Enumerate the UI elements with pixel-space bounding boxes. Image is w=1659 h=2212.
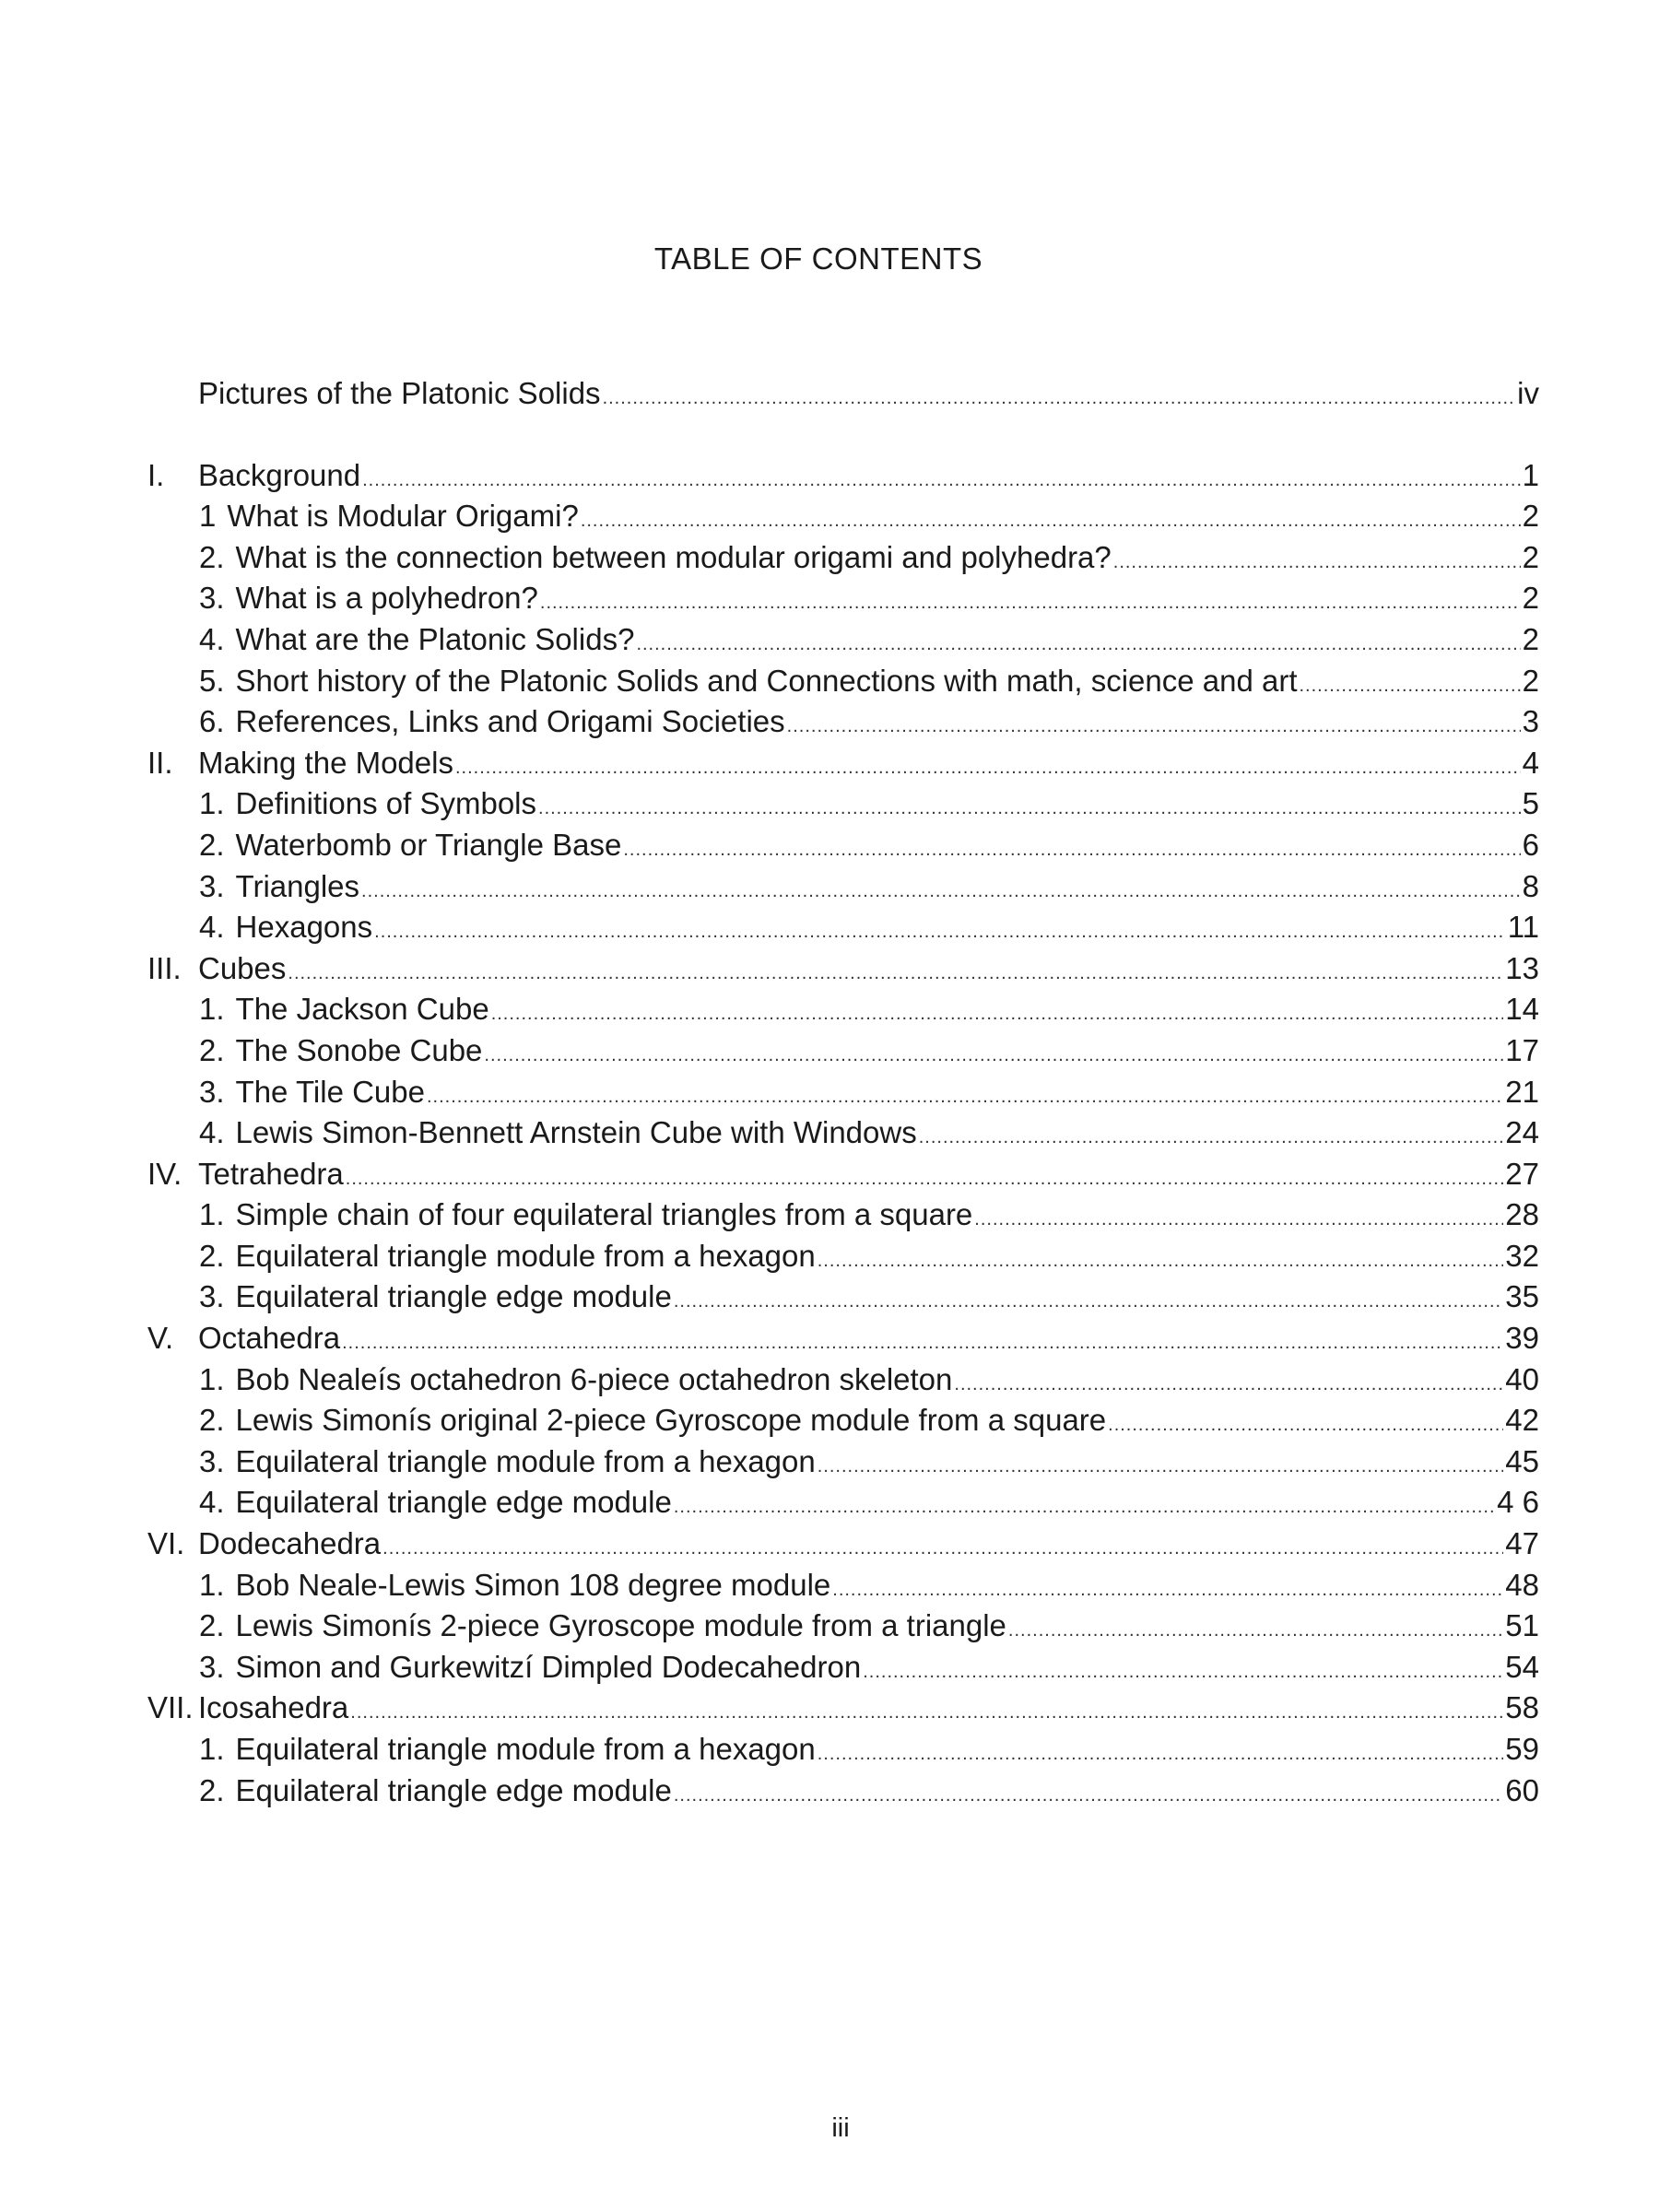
dot-leader xyxy=(491,994,1504,1035)
toc-entry[interactable] xyxy=(147,1318,1539,1359)
toc-entry[interactable] xyxy=(147,1565,1539,1606)
toc-entry-page: 60 xyxy=(1505,1772,1539,1807)
toc-entry-number: IV. xyxy=(147,1156,182,1191)
dot-leader xyxy=(818,1446,1504,1488)
toc-entry[interactable] xyxy=(147,455,1539,497)
dot-leader xyxy=(623,830,1520,871)
toc-entry-title: What is a polyhedron? xyxy=(235,581,538,616)
toc-entry-title: Making the Models xyxy=(198,745,453,780)
toc-entry-number: 2. xyxy=(199,827,225,862)
toc-entry-number: 4. xyxy=(199,1485,225,1520)
toc-entry-page: 4 6 xyxy=(1497,1485,1539,1520)
toc-entry-page: 21 xyxy=(1505,1074,1539,1109)
toc-entry[interactable] xyxy=(147,1441,1539,1483)
toc-entry-page: 14 xyxy=(1505,992,1539,1027)
toc-entry-page: 47 xyxy=(1505,1526,1539,1561)
dot-leader xyxy=(1113,542,1521,583)
toc-entry-number: 1. xyxy=(199,1361,225,1396)
toc-entry-number: 1 xyxy=(199,499,217,534)
toc-entry-page: 2 xyxy=(1522,581,1539,616)
toc-entry[interactable] xyxy=(147,1771,1539,1812)
toc-entry-number: 1. xyxy=(199,1197,225,1232)
toc-entry-page: 8 xyxy=(1522,868,1539,903)
toc-entry-title: Dodecahedra xyxy=(198,1526,382,1561)
dot-leader xyxy=(636,624,1520,665)
toc-entry-page: 6 xyxy=(1522,827,1539,862)
toc-entry-number: 3. xyxy=(199,1279,225,1314)
toc-entry[interactable] xyxy=(147,1194,1539,1236)
toc-entry[interactable] xyxy=(147,825,1539,866)
toc-entry-number: 5. xyxy=(199,663,225,698)
dot-leader xyxy=(350,1692,1503,1734)
toc-entry-page: 2 xyxy=(1522,663,1539,698)
toc-entry-page: 3 xyxy=(1522,704,1539,739)
dot-leader xyxy=(427,1077,1503,1118)
toc-entry[interactable] xyxy=(147,1482,1539,1524)
dot-leader xyxy=(674,1281,1503,1323)
toc-entry-number: III. xyxy=(147,950,182,985)
dot-leader xyxy=(818,1241,1504,1282)
toc-entry[interactable] xyxy=(147,1359,1539,1401)
page-number: iii xyxy=(831,2113,850,2143)
toc-entry-number: 4. xyxy=(199,1115,225,1150)
toc-entry-number: 3. xyxy=(199,1649,225,1684)
dot-leader xyxy=(540,582,1521,624)
toc-entry[interactable] xyxy=(147,1072,1539,1113)
toc-entry[interactable] xyxy=(147,866,1539,908)
toc-entry-page: 35 xyxy=(1505,1279,1539,1314)
toc-entry-title: Equilateral triangle module from a hexagon xyxy=(235,1732,816,1766)
toc-entry-title: The Jackson Cube xyxy=(235,992,489,1027)
toc-entry-title: Equilateral triangle module from a hexagon xyxy=(235,1238,816,1273)
toc-entry-title: Icosahedra xyxy=(198,1690,349,1725)
dot-leader xyxy=(674,1775,1503,1817)
toc-entry-title: Octahedra xyxy=(198,1321,341,1356)
toc-entry-page: 4 xyxy=(1522,745,1539,780)
toc-entry-title: Cubes xyxy=(198,950,287,985)
toc-entry[interactable] xyxy=(147,496,1539,537)
toc-entry-title: Equilateral triangle module from a hexagon xyxy=(235,1443,816,1478)
toc-entry-title: Bob Nealeís octahedron 6-piece octahedron skeleton xyxy=(235,1361,953,1396)
toc-entry[interactable] xyxy=(147,1606,1539,1647)
toc-entry[interactable] xyxy=(147,743,1539,784)
dot-leader xyxy=(674,1487,1495,1528)
toc-entry-number: 4. xyxy=(199,910,225,945)
toc-entry-page: 2 xyxy=(1522,539,1539,574)
toc-entry-page: 17 xyxy=(1505,1032,1539,1067)
toc-entry-number: 2. xyxy=(199,1238,225,1273)
toc-entry-number: 2. xyxy=(199,539,225,574)
toc-entry-number: II. xyxy=(147,745,173,780)
toc-entry-page: 51 xyxy=(1505,1608,1539,1643)
dot-leader xyxy=(974,1199,1503,1241)
toc-entry-page: 28 xyxy=(1505,1197,1539,1232)
toc-entry-number: VI. xyxy=(147,1526,185,1561)
toc-entry-number: 3. xyxy=(199,868,225,903)
toc-entry-number: 4. xyxy=(199,621,225,656)
toc-entry-title: References, Links and Origami Societies xyxy=(235,704,785,739)
toc-entry-page: 2 xyxy=(1522,499,1539,534)
dot-leader xyxy=(346,1159,1504,1200)
toc-entry[interactable] xyxy=(147,1688,1539,1729)
dot-leader xyxy=(787,706,1521,747)
toc-entry-number: 3. xyxy=(199,581,225,616)
toc-entry[interactable] xyxy=(147,661,1539,702)
toc-entry[interactable] xyxy=(147,1647,1539,1688)
toc-entry[interactable] xyxy=(147,1524,1539,1565)
toc-entry-number: 2. xyxy=(199,1608,225,1643)
toc-entry-title: The Tile Cube xyxy=(235,1074,425,1109)
toc-entry-page: 5 xyxy=(1522,786,1539,821)
toc-entry-page: 24 xyxy=(1505,1115,1539,1150)
toc-entry-page: 11 xyxy=(1507,910,1539,945)
toc-entry-number: I. xyxy=(147,457,165,492)
dot-leader xyxy=(288,953,1503,994)
toc-entry[interactable] xyxy=(147,948,1539,990)
page-title: TABLE OF CONTENTS xyxy=(653,241,983,276)
toc-entry[interactable] xyxy=(147,989,1539,1030)
dot-leader xyxy=(342,1323,1503,1364)
toc-entry-page: 13 xyxy=(1505,950,1539,985)
toc-entry[interactable] xyxy=(147,578,1539,619)
toc-entry-number: 3. xyxy=(199,1074,225,1109)
toc-entry-title: Equilateral triangle edge module xyxy=(235,1485,672,1520)
dot-leader xyxy=(1300,665,1521,707)
toc-entry[interactable] xyxy=(147,1154,1539,1195)
toc-entry[interactable] xyxy=(147,701,1539,743)
dot-leader xyxy=(1008,1610,1503,1652)
toc-entry-title: Lewis Simonís original 2-piece Gyroscope module from a square xyxy=(235,1403,1107,1438)
toc-entry-title: Simple chain of four equilateral triangles from a square xyxy=(235,1197,973,1232)
toc-entry-title: The Sonobe Cube xyxy=(235,1032,483,1067)
toc-entry-title: What is the connection between modular origami and polyhedra? xyxy=(235,539,1112,574)
dot-leader xyxy=(919,1117,1504,1159)
toc-entry-number: V. xyxy=(147,1321,174,1356)
toc-entry-page: 2 xyxy=(1522,621,1539,656)
toc-entry-page: 1 xyxy=(1522,457,1539,492)
toc-entry[interactable] xyxy=(147,1729,1539,1771)
toc-entry-title: Hexagons xyxy=(235,910,373,945)
toc-entry-title: Short history of the Platonic Solids and Connections with math, science and art xyxy=(235,663,1298,698)
dot-leader xyxy=(954,1364,1503,1406)
toc-entry-title: Waterbomb or Triangle Base xyxy=(235,827,622,862)
toc-entry-number: 2. xyxy=(199,1403,225,1438)
dot-leader xyxy=(581,500,1521,542)
toc-entry-title: Equilateral triangle edge module xyxy=(235,1279,672,1314)
toc-entry-title: Equilateral triangle edge module xyxy=(235,1772,672,1807)
dot-leader xyxy=(382,1528,1503,1570)
toc-entry-page: 45 xyxy=(1505,1443,1539,1478)
toc-entry-title: Pictures of the Platonic Solids xyxy=(198,376,601,410)
toc-entry[interactable] xyxy=(147,907,1539,948)
toc-entry[interactable] xyxy=(147,619,1539,661)
toc-entry-page: 59 xyxy=(1505,1732,1539,1766)
toc-entry[interactable] xyxy=(147,783,1539,825)
toc-entry-number: 2. xyxy=(199,1032,225,1067)
dot-leader xyxy=(455,747,1521,789)
toc-entry-title: Triangles xyxy=(235,868,360,903)
toc-entry[interactable] xyxy=(147,1400,1539,1441)
toc-entry-title: Definitions of Symbols xyxy=(235,786,537,821)
toc-entry-title: What are the Platonic Solids? xyxy=(235,621,635,656)
toc-entry-number: 6. xyxy=(199,704,225,739)
toc-entry-page: 48 xyxy=(1505,1567,1539,1602)
dot-leader xyxy=(1108,1405,1503,1446)
table-of-contents xyxy=(147,373,1539,1811)
dot-leader xyxy=(538,788,1521,830)
toc-entry-number: 1. xyxy=(199,1567,225,1602)
toc-entry-title: Simon and Gurkewitzí Dimpled Dodecahedron xyxy=(235,1649,862,1684)
toc-entry-title: Bob Neale-Lewis Simon 108 degree module xyxy=(235,1567,831,1602)
toc-entry-number: VII. xyxy=(147,1690,194,1725)
toc-entry-page: 40 xyxy=(1505,1361,1539,1396)
dot-leader xyxy=(603,378,1516,419)
toc-entry[interactable] xyxy=(147,373,1539,415)
toc-entry-page: 32 xyxy=(1505,1238,1539,1273)
toc-entry[interactable] xyxy=(147,1236,1539,1277)
toc-entry-page: 27 xyxy=(1505,1156,1539,1191)
toc-entry-page: iv xyxy=(1517,376,1539,410)
toc-entry[interactable] xyxy=(147,537,1539,579)
dot-leader xyxy=(361,871,1521,912)
dot-leader xyxy=(484,1035,1503,1077)
toc-entry-page: 42 xyxy=(1505,1403,1539,1438)
toc-entry[interactable] xyxy=(147,1277,1539,1318)
toc-entry-page: 39 xyxy=(1505,1321,1539,1356)
dot-leader xyxy=(863,1652,1503,1693)
toc-entry[interactable] xyxy=(147,1030,1539,1072)
toc-entry-title: Tetrahedra xyxy=(198,1156,344,1191)
toc-entry-number: 3. xyxy=(199,1443,225,1478)
toc-entry-number: 1. xyxy=(199,786,225,821)
dot-leader xyxy=(362,460,1521,501)
toc-entry-number: 1. xyxy=(199,1732,225,1766)
toc-entry[interactable] xyxy=(147,1112,1539,1154)
dot-leader xyxy=(832,1570,1503,1611)
toc-entry-title: Lewis Simonís 2-piece Gyroscope module from a triangle xyxy=(235,1608,1006,1643)
toc-entry-title: What is Modular Origami? xyxy=(227,499,579,534)
dot-leader xyxy=(374,912,1506,953)
toc-entry-number: 1. xyxy=(199,992,225,1027)
toc-entry-page: 58 xyxy=(1505,1690,1539,1725)
dot-leader xyxy=(818,1734,1504,1775)
toc-entry-page: 54 xyxy=(1505,1649,1539,1684)
toc-entry-title: Background xyxy=(198,457,361,492)
toc-entry-title: Lewis Simon-Bennett Arnstein Cube with Windows xyxy=(235,1115,917,1150)
toc-entry-number: 2. xyxy=(199,1772,225,1807)
